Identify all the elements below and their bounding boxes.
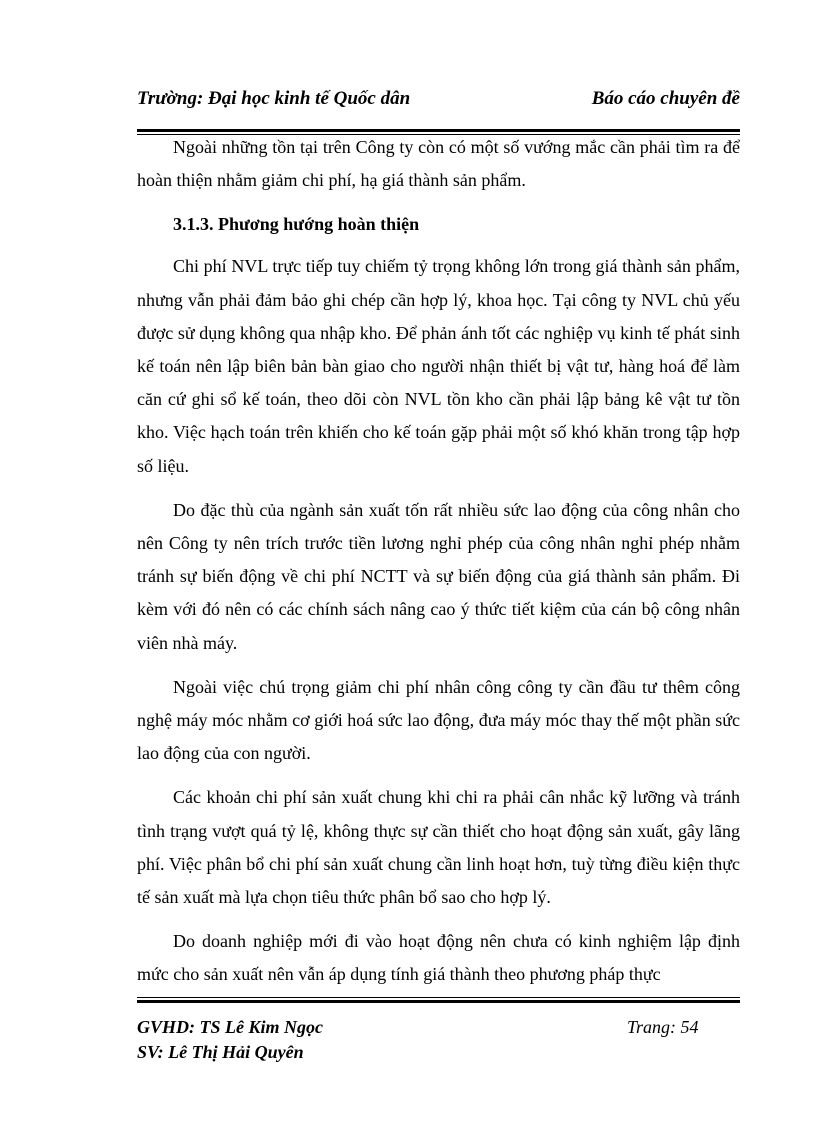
paragraph-material-cost: Chi phí NVL trực tiếp tuy chiếm tỷ trọng không lớn trong giá thành sản phẩm, nhưng vẫn phải đảm bảo ghi chép cần hợp lý, khoa học. Tại công ty NVL chủ yếu được sử dụng không qua nhập kho. Để phản ánh tốt các nghiệp vụ kinh tế phát sinh kế toán nên lập biên bản bàn giao cho người nhận thiết bị vật tư, hàng hoá để làm căn cứ ghi sổ kế toán, theo dõi còn NVL tồn kho cần phải lập bảng kê vật tư tồn kho. Việc hạch toán trên khiến cho kế toán gặp phải một số khó khăn trong tập hợp số liệu. bbox=[137, 256, 740, 476]
page-header bbox=[137, 88, 740, 118]
footer-rule bbox=[137, 997, 740, 1003]
page-footer bbox=[137, 1015, 740, 1065]
header-report-type: Báo cáo chuyên đề bbox=[591, 88, 740, 109]
footer-advisor: GVHD: TS Lê Kim Ngọc bbox=[137, 1017, 323, 1037]
paragraph-labor-leave: Do đặc thù của ngành sản xuất tốn rất nhiều sức lao động của công nhân cho nên Công ty nên trích trước tiền lương nghỉ phép của công nhân nghỉ phép nhằm tránh sự biến động về chi phí NCTT và sự biến động của giá thành sản phẩm. Đi kèm với đó nên có các chính sách nâng cao ý thức tiết kiệm của cán bộ công nhân viên nhà máy. bbox=[137, 499, 740, 653]
footer-student: SV: Lê Thị Hải Quyên bbox=[137, 1042, 304, 1062]
section-heading: 3.1.3. Phương hướng hoàn thiện bbox=[173, 214, 420, 235]
paragraph-costing-method: Do doanh nghiệp mới đi vào hoạt động nên chưa có kinh nghiệm lập định mức cho sản xuất nên vẫn áp dụng tính giá thành theo phương pháp thực bbox=[137, 931, 740, 985]
paragraph-intro: Ngoài những tồn tại trên Công ty còn có một số vướng mắc cần phải tìm ra để hoàn thiện nhằm giảm chi phí, hạ giá thành sản phẩm. bbox=[137, 137, 740, 191]
header-school: Trường: Đại học kinh tế Quốc dân bbox=[137, 88, 411, 109]
document-body bbox=[137, 131, 740, 1003]
page-number: Trang: 54 bbox=[627, 1017, 699, 1037]
paragraph-mechanization: Ngoài việc chú trọng giảm chi phí nhân công công ty cần đầu tư thêm công nghệ máy móc nhằm cơ giới hoá sức lao động, đưa máy móc thay thế một phần sức lao động của con người. bbox=[137, 676, 740, 764]
paragraph-overhead-cost: Các khoản chi phí sản xuất chung khi chi ra phải cân nhắc kỹ lưỡng và tránh tình trạng vượt quá tỷ lệ, không thực sự cần thiết cho hoạt động sản xuất, gây lãng phí. Việc phân bổ chi phí sản xuất chung cần linh hoạt hơn, tuỳ từng điều kiện thực tế sản xuất mà lựa chọn tiêu thức phân bổ sao cho hợp lý. bbox=[137, 787, 740, 908]
